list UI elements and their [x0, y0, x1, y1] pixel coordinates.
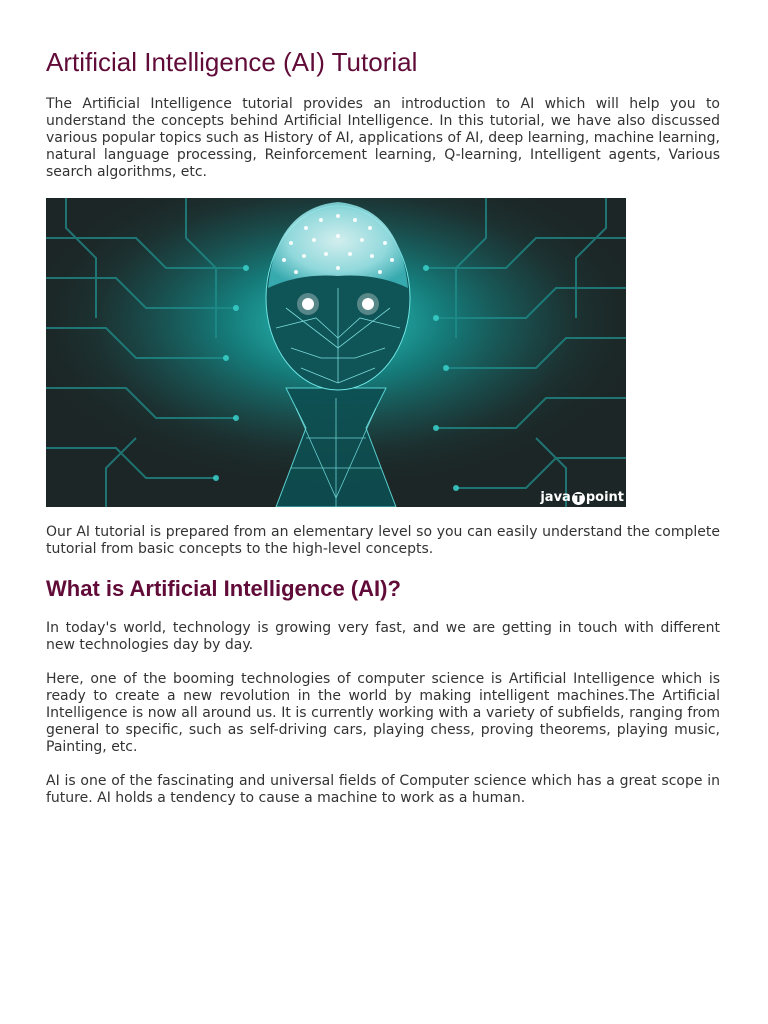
paragraph-3: AI is one of the fascinating and universal fields of Computer science which has a great scope in future. AI holds a tendency to cause a machine to work as a human. [46, 773, 720, 806]
page-title: Artificial Intelligence (AI) Tutorial [46, 47, 418, 77]
watermark-text-post: point [585, 490, 624, 505]
after-image-paragraph: Our AI tutorial is prepared from an elementary level so you can easily understand the complete tutorial from basic concepts to the high-level concepts. [46, 524, 720, 557]
watermark-logo-t: T [572, 492, 585, 505]
intro-paragraph: The Artificial Intelligence tutorial provides an introduction to AI which will help you to understand the concepts behind Artificial Intelligence. In this tutorial, we have also discussed various popular topics such as History of AI, applications of AI, deep learning, machine learning, natural language processing, Reinforcement learning, Q-learning, Intelligent agents, Various search algorithms, etc. [46, 96, 720, 180]
watermark-text-pre: java [540, 490, 571, 505]
ai-head-illustration [46, 198, 626, 507]
ai-head-graphic [46, 198, 626, 507]
paragraph-1: In today's world, technology is growing very fast, and we are getting in touch with different new technologies day by day. [46, 620, 720, 653]
section-heading: What is Artificial Intelligence (AI)? [46, 576, 401, 601]
javatpoint-watermark [536, 489, 626, 507]
paragraph-2: Here, one of the booming technologies of computer science is Artificial Intelligence which is ready to create a new revolution in the world by making intelligent machines.The Artificial Intelligence is now all around us. It is currently working with a variety of subfields, ranging from general to specific, such as self-driving cars, playing chess, proving theorems, playing music, Painting, etc. [46, 671, 720, 755]
